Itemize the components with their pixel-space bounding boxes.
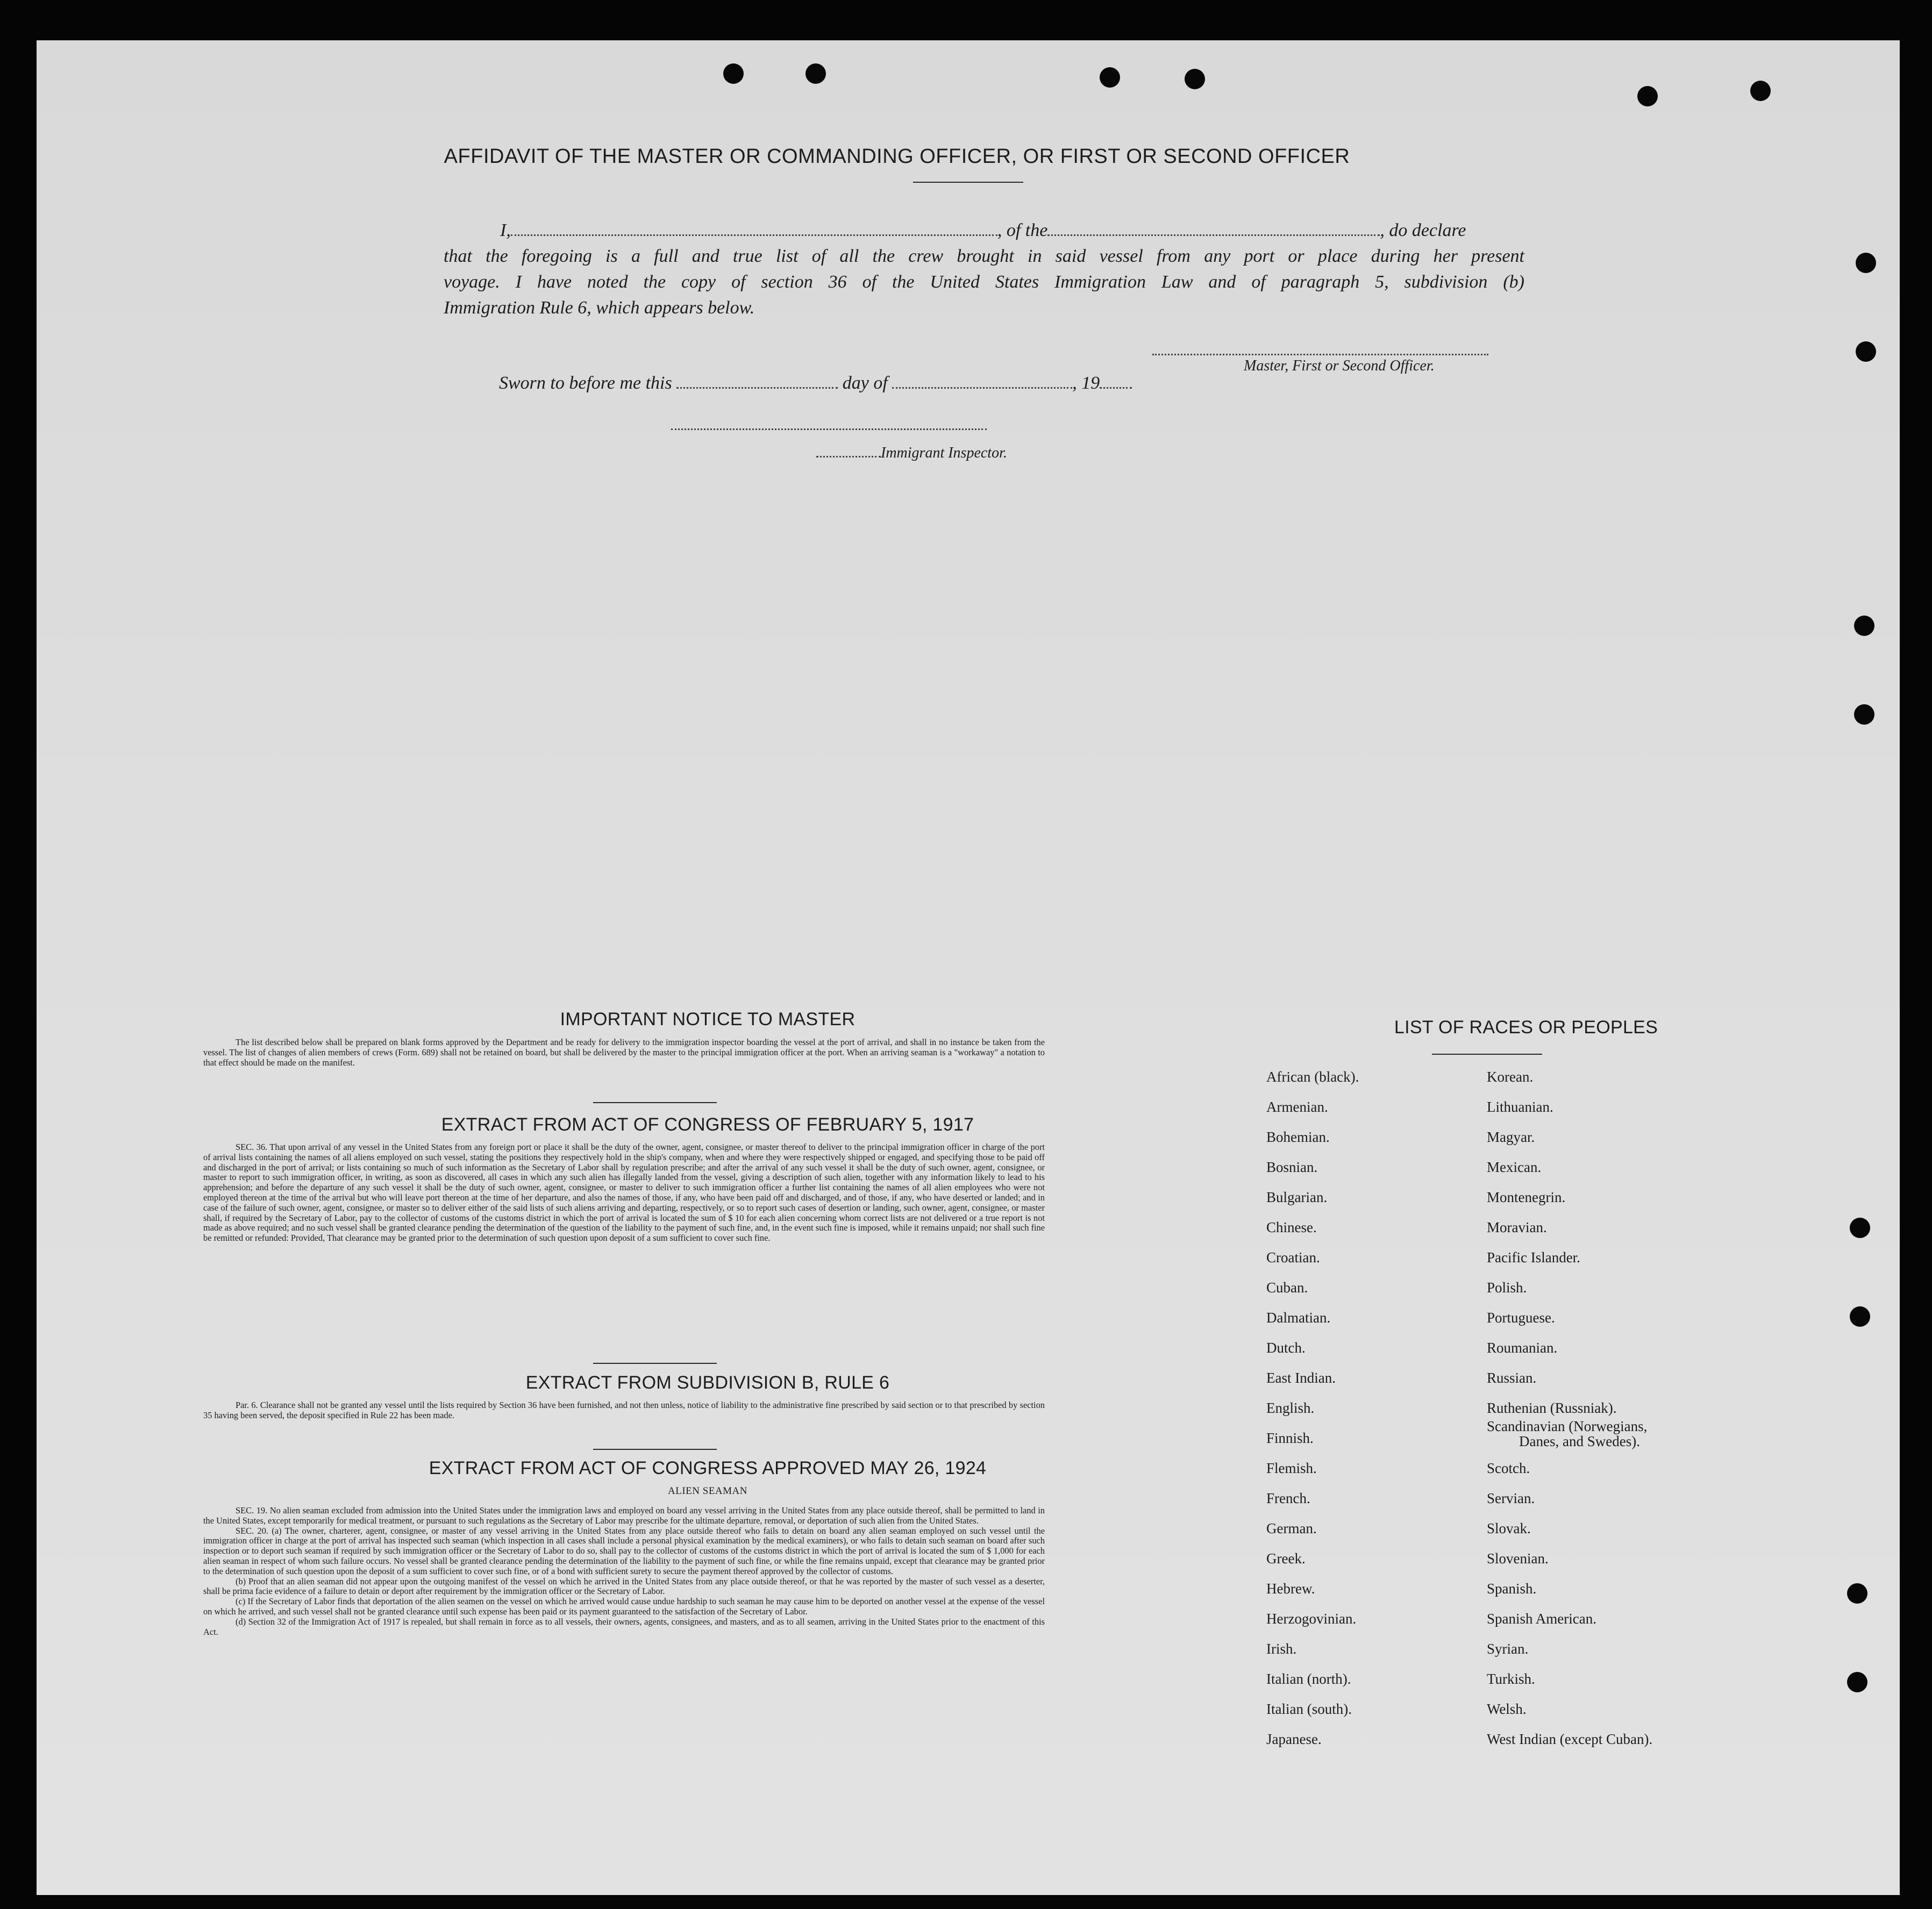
extract-1917-text — [203, 1142, 1045, 1243]
punch-hole — [1856, 253, 1876, 273]
extract-rule6-title: EXTRACT FROM SUBDIVISION B, RULE 6 — [525, 1372, 890, 1393]
affidavit-body — [444, 218, 1524, 321]
punch-hole — [1847, 1672, 1867, 1692]
punch-hole — [1185, 69, 1205, 89]
i-label: I, — [500, 220, 511, 240]
sec-19-paragraph: SEC. 19. No alien seaman excluded from admission into the United States under the immigration laws and employed on board any vessel arriving in the United States from any place outside thereof, shall be permitted to land in the United States, except temporarily for medical treatment, or pursuant to such regulations as the Secretary of Labor may prescribe for the ultimate departure, removal, or deportation of such alien from the United States. — [203, 1505, 1045, 1526]
race-item: Welsh. — [1487, 1701, 1527, 1717]
race-item: Polish. — [1487, 1279, 1527, 1296]
race-item: Portuguese. — [1487, 1310, 1555, 1326]
sworn-day-blank[interactable] — [676, 372, 838, 389]
race-item: East Indian. — [1266, 1370, 1336, 1386]
races-left-column — [1266, 1062, 1471, 1825]
race-item: Korean. — [1487, 1069, 1534, 1085]
race-item: English. — [1266, 1400, 1315, 1416]
races-title: LIST OF RACES OR PEOPLES — [1394, 1017, 1658, 1038]
race-item: Irish. — [1266, 1641, 1297, 1657]
inspector-signature-line[interactable] — [671, 428, 987, 430]
sworn-month-blank[interactable] — [892, 372, 1072, 389]
nineteen-label: , 19 — [1072, 373, 1100, 393]
inspector-line — [816, 445, 1007, 462]
title-divider — [913, 182, 1023, 183]
race-item: Lithuanian. — [1487, 1099, 1553, 1115]
punch-hole — [1100, 67, 1120, 88]
punch-hole — [1854, 704, 1874, 725]
races-divider — [1432, 1054, 1542, 1055]
race-item: Flemish. — [1266, 1460, 1317, 1476]
notice-title: IMPORTANT NOTICE TO MASTER — [560, 1009, 856, 1029]
race-item: French. — [1266, 1490, 1310, 1506]
race-item: Dutch. — [1266, 1340, 1306, 1356]
punch-hole — [1850, 1218, 1870, 1238]
affidavit-line-2: voyage. I have noted the copy of section 36 of the United States Immigration Law and of paragraph 5, subdivision (b) — [444, 272, 1524, 292]
race-item: Italian (south). — [1266, 1701, 1352, 1717]
master-signature-line[interactable] — [1152, 354, 1488, 355]
declaration-line — [444, 218, 1524, 244]
affidavit-title: AFFIDAVIT OF THE MASTER OR COMMANDING OFFICER, OR FIRST OR SECOND OFFICER — [444, 145, 1350, 168]
par-6-paragraph: Par. 6. Clearance shall not be granted any vessel until the lists required by Section 36 have been furnished, and not then unless, notice of liability to the administrative fine prescribed by said section or to that prescribed by section 35 having been served, the deposit specified in Rule 22 has been made. — [203, 1400, 1045, 1420]
sec-20c-paragraph: (c) If the Secretary of Labor finds that deportation of the alien seamen on the vessel on which he arrived would cause undue hardship to such seaman he may cause him to be deported on another vessel at the expense of the vessel on which he arrived, and such vessel shall not be granted clearance until such expense has been paid or its payment guaranteed to the satisfaction of the Secretary of Labor. — [203, 1596, 1045, 1617]
race-item: Hebrew. — [1266, 1581, 1315, 1597]
race-item: Turkish. — [1487, 1671, 1535, 1687]
race-item: Slovak. — [1487, 1520, 1531, 1536]
extract-1924-text — [203, 1506, 1045, 1637]
race-item: Danes, and Swedes). — [1519, 1433, 1640, 1449]
race-item: Chinese. — [1266, 1219, 1317, 1235]
race-item: Italian (north). — [1266, 1671, 1351, 1687]
race-item: Syrian. — [1487, 1641, 1529, 1657]
sec-20a-paragraph: SEC. 20. (a) The owner, charterer, agent, consignee, or master of any vessel arriving in the United States from any place outside thereof who fails to detain on board any alien seaman employed on such vessel until the immigration officer in charge at the port of arrival has inspected such seaman (which inspection in all cases shall include a personal physical examination by the medical examiners), or who fails to detain such seaman on board after such inspection or to deport such seaman if required by such immigration officer or the Secretary of Labor to do so, shall pay to the collector of customs of the customs district in which the port of arrival is located the sum of $ 1,000 for each alien seaman in respect of whom such failure occurs. No vessel shall be granted clearance pending the determination of the liability to the payment of such fine, or while the fine remains unpaid, except that clearance may be granted prior to the determination of such question upon the deposit of a sum sufficient to cover such fine, or of a bond with sufficient surety to secure the payment thereof approved by the collector of customs. — [203, 1525, 1045, 1576]
of-the-label: , of the — [997, 220, 1048, 240]
punch-hole — [1847, 1583, 1867, 1604]
notice-paragraph: The list described below shall be prepared on blank forms approved by the Department and be ready for delivery to the immigration inspector boarding the vessel at the port of arrival, and shall in no instance be taken from the vessel. The list of changes of alien members of crews (Form. 689) shall not be retained on board, but shall be delivered by the master to the principal immigration officer at the port. When an arriving seaman is a "workaway" a notation to that effect should be made on the manifest. — [203, 1037, 1045, 1068]
race-item: Dalmatian. — [1266, 1310, 1331, 1326]
notice-text — [203, 1038, 1045, 1068]
race-item: Bosnian. — [1266, 1159, 1318, 1175]
race-item: Scotch. — [1487, 1460, 1530, 1476]
sec-36-paragraph: SEC. 36. That upon arrival of any vessel in the United States from any foreign port or place it shall be the duty of the owner, agent, consignee, or master thereof to deliver to the principal immigration officer in charge of the port of arrival lists containing the names of all aliens employed on such vessel, stating the positions they respectively hold in the ship's company, when and where they were respectively shipped or engaged, and specifying those to be paid off and discharged in the port of arrival; or lists containing so much of such information as the Secretary of Labor shall by regulation prescribe; and after the arrival of any such vessel it shall be the duty of such owner, agent, consignee, or master to report to such immigration officer, in writing, as soon as discovered, all cases in which any such alien has illegally landed from the vessel, giving a description of such alien, together with any information likely to lead to his apprehension; and before the departure of any such vessel it shall be the duty of such owner, agent, consignee, or master to deliver to such immigration officer a further list containing the names of all alien employees who were not employed thereon at the time of the arrival but who will leave port thereon at the time of her departure, and also the names of those, if any, who have been paid off and discharged, and of those, if any, who have deserted or landed; and in case of the failure of such owner, agent, consignee, or master so to deliver either of the said lists of such aliens arriving and departing, respectively, or so to report such cases of desertion or landing, such owner, agent, consignee, or master shall, if required by the Secretary of Labor, pay to the collector of customs of the customs district in which the port of arrival is located the sum of $ 10 for each alien concerning whom correct lists are not delivered or a true report is not made as above required; and no such vessel shall be granted clearance pending the determination of the question of the liability to the payment of such fine, and, in the event such fine is imposed, while it remains unpaid; nor shall such fine be remitted or refunded: Provided, That clearance may be granted prior to the determination of such question upon deposit of a sum sufficient to cover such fine. — [203, 1142, 1045, 1243]
race-item: Pacific Islander. — [1487, 1249, 1580, 1265]
punch-hole — [1856, 341, 1876, 362]
do-declare-label: , do declare — [1380, 220, 1466, 240]
race-item: Herzogovinian. — [1266, 1611, 1357, 1627]
race-item: Mexican. — [1487, 1159, 1542, 1175]
race-item: African (black). — [1266, 1069, 1359, 1085]
divider — [593, 1363, 717, 1364]
race-item: Servian. — [1487, 1490, 1535, 1506]
race-item: Bulgarian. — [1266, 1189, 1328, 1205]
race-item: Cuban. — [1266, 1279, 1308, 1296]
race-item: Russian. — [1487, 1370, 1537, 1386]
affidavit-line-1: that the foregoing is a full and true list of all the crew brought in said vessel from any port or place during her present — [444, 246, 1524, 266]
master-signature-label: Master, First or Second Officer. — [1244, 358, 1435, 374]
sworn-line — [499, 372, 1132, 394]
extract-1917-title: EXTRACT FROM ACT OF CONGRESS OF FEBRUARY 5, 1917 — [441, 1114, 974, 1135]
race-item: Greek. — [1266, 1550, 1306, 1567]
extract-1924-title: EXTRACT FROM ACT OF CONGRESS APPROVED MAY 26, 1924 — [429, 1458, 987, 1478]
inspector-label: Immigrant Inspector. — [881, 445, 1007, 461]
race-item: Moravian. — [1487, 1219, 1547, 1235]
race-item: Roumanian. — [1487, 1340, 1558, 1356]
punch-hole — [1750, 81, 1771, 101]
race-item: German. — [1266, 1520, 1317, 1536]
race-item: Slovenian. — [1487, 1550, 1549, 1567]
inspector-dots — [816, 445, 881, 457]
race-item: Finnish. — [1266, 1430, 1314, 1446]
races-right-column — [1487, 1062, 1723, 1825]
race-item: West Indian (except Cuban). — [1487, 1731, 1653, 1747]
sworn-label: Sworn to before me this — [499, 373, 672, 393]
document-sheet — [37, 40, 1900, 1895]
extract-1924-subtitle: ALIEN SEAMAN — [668, 1485, 747, 1497]
punch-hole — [723, 63, 744, 84]
punch-hole — [1637, 86, 1658, 106]
divider — [593, 1449, 717, 1450]
race-item: Magyar. — [1487, 1129, 1535, 1145]
race-item: Montenegrin. — [1487, 1189, 1566, 1205]
sec-20d-paragraph: (d) Section 32 of the Immigration Act of 1917 is repealed, but shall remain in force as to all vessels, their owners, agents, consignees, and masters, and as to all seamen, arriving in the United States prior to the enactment of this Act. — [203, 1616, 1045, 1637]
sec-20b-paragraph: (b) Proof that an alien seaman did not appear upon the outgoing manifest of the vessel on which he arrived in the United States from any place outside thereof, or that he was reported by the master of such vessel as a deserter, shall be prima facie evidence of a failure to detain or deport after requirement by the immigration officer or the Secretary of Labor. — [203, 1576, 1045, 1597]
race-item: Spanish. — [1487, 1581, 1537, 1597]
extract-rule6-text — [203, 1400, 1045, 1421]
name-blank[interactable] — [511, 219, 997, 236]
sworn-year-blank[interactable] — [1100, 372, 1132, 389]
race-item: Croatian. — [1266, 1249, 1320, 1265]
divider — [593, 1102, 717, 1103]
race-item: Bohemian. — [1266, 1129, 1330, 1145]
affidavit-line-3: Immigration Rule 6, which appears below. — [444, 298, 755, 318]
vessel-blank[interactable] — [1047, 219, 1380, 236]
day-of-label: day of — [842, 373, 888, 393]
punch-hole — [805, 63, 826, 84]
race-item: Armenian. — [1266, 1099, 1328, 1115]
punch-hole — [1850, 1306, 1870, 1327]
race-item: Scandinavian (Norwegians, — [1487, 1418, 1648, 1434]
punch-hole — [1854, 616, 1874, 636]
race-item: Ruthenian (Russniak). — [1487, 1400, 1617, 1416]
race-item: Spanish American. — [1487, 1611, 1596, 1627]
race-item: Japanese. — [1266, 1731, 1322, 1747]
